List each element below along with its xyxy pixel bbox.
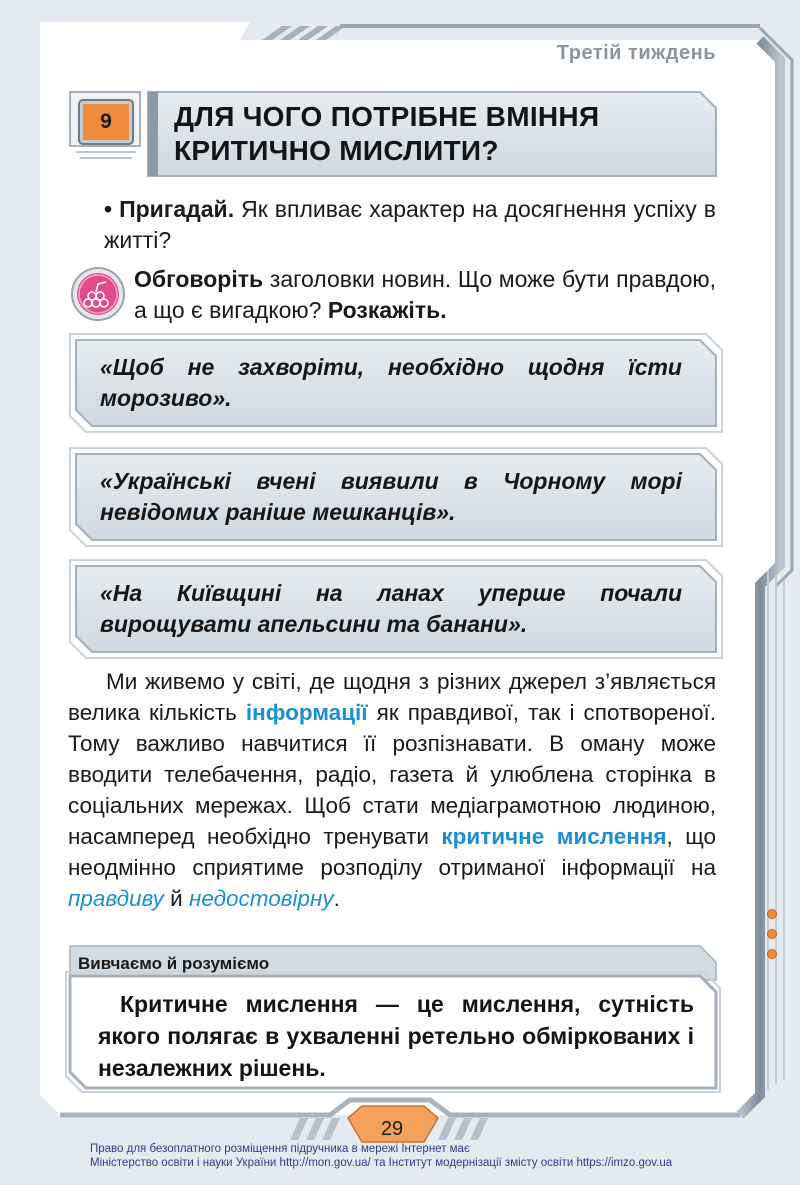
discuss-tail: Розкажіть. [327,297,447,323]
discussion-icon [70,266,126,322]
keyword-information: інформації [245,700,368,725]
discuss-task [134,264,716,326]
week-title: Третій тиждень [556,42,716,64]
decor-dot [768,950,776,958]
news-headline-1: «Щоб не захворіти, необхідно щодня їсти морозиво». [100,354,682,411]
discuss-text: заголовки новин. Що може бути правдою, а що є вигадкою? [134,266,716,323]
footer-line-1: Право для безоплатного розміщення підручника в мережі Інтернет має [90,1143,470,1155]
main-text-part-2: як правдивої, так і спотвореної. Тому важливо навчитися її розпізнавати. В оману може вводити телебачення, радіо, газета й улюблена сторінка в соціальних мережах. Щоб стати медіаграмотною людиною, насамперед необхідно тренувати [68,700,716,849]
keyword-truthful: правдиву [68,886,164,911]
bullet: • [104,196,113,222]
decor-dot [768,910,776,918]
main-paragraph [68,666,716,914]
main-text-part-4: й [163,886,189,911]
footer-notice [90,1142,730,1170]
news-headline-3: «На Київщині на ланах уперше почали вирощувати апельсини та банани». [100,580,682,637]
definition-body: Критичне мислення — це мислення, сутність якого полягає в ухваленні ретельно обміркованих і незалежних рішень. [98,991,694,1081]
remember-text: Як впливає характер на досягнення успіху в житті? [104,196,716,253]
decor-dot [768,930,776,938]
keyword-critical-thinking: критичне мислення [441,824,667,849]
lesson-title-line-2: КРИТИЧНО МИСЛИТИ? [174,135,499,166]
discuss-lead: Обговоріть [134,266,264,292]
main-text-part-5: . [333,886,340,911]
definition-text [98,988,694,1084]
main-text-part-3: , що неодмінно сприятиме розподілу отриманої інформації на [68,824,717,880]
remember-lead: Пригадай. [119,196,235,222]
lesson-number: 9 [80,101,132,143]
main-text-part-1: Ми живемо у світі, де щодня з різних джерел з’являється велика кількість [68,669,716,725]
lesson-title [174,100,694,168]
news-headline-2: «Українські вчені виявили в Чорному морі невідомих раніше мешканців». [100,468,682,525]
footer-line-2: Міністерство освіти і науки України http://mon.gov.ua/ та Інститут модернізації змісту освіти https://imzo.gov.ua [90,1157,673,1169]
lesson-title-line-1: ДЛЯ ЧОГО ПОТРІБНЕ ВМІННЯ [174,101,600,132]
keyword-unreliable: недостовірну [188,886,334,911]
remember-task [104,194,716,256]
learn-section-label: Вивчаємо й розуміємо [78,954,270,973]
page-number: 29 [380,1118,404,1140]
